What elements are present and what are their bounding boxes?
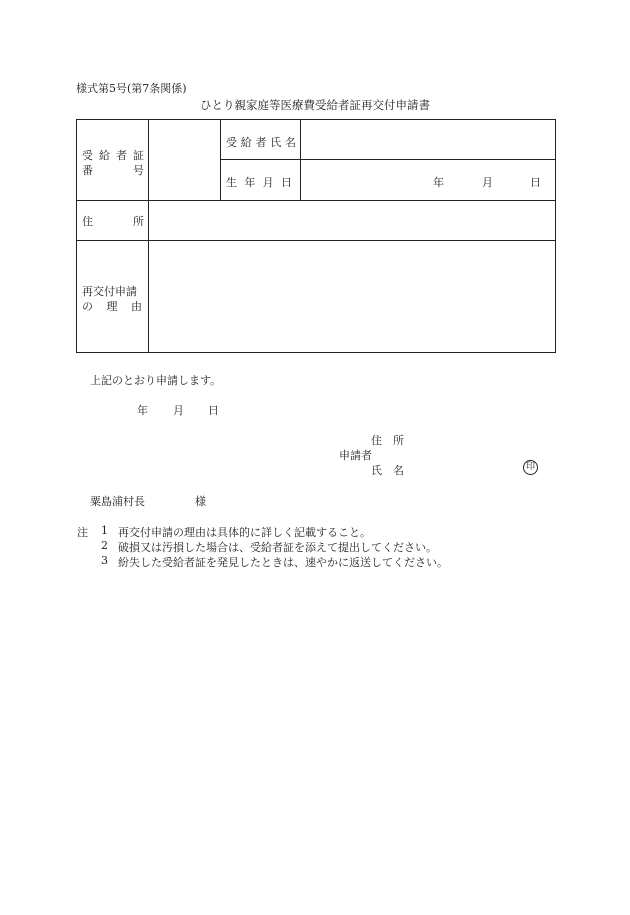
note-number: 3 [101,554,108,567]
label-char: 証 [133,149,144,162]
label-char: 給 [240,136,252,149]
note-text: 紛失した受給者証を発見したときは、速やかに返送してください。 [118,556,448,569]
applicant-label: 申請者 [339,449,372,462]
address-label [82,213,144,229]
row-divider-name-birth [220,159,556,160]
label-char: 年 [244,176,256,189]
note-text: 再交付申請の理由は具体的に詳しく記載すること。 [118,526,371,539]
label-char: 月 [262,176,274,189]
birth-month-suffix: 月 [482,176,493,189]
label-char: 者 [255,136,267,149]
reason-label-line1: 再交付申請 [82,285,137,298]
applicant-name-label: 氏 名 [371,464,404,477]
label-char: 受 [82,149,93,162]
recipient-name-value-cell[interactable] [304,122,552,157]
recipient-name-label [226,134,296,150]
name-label-divider [300,119,301,200]
addressee-honorific: 様 [195,495,206,508]
label-char: 給 [99,149,110,162]
birth-date-label [226,174,292,190]
label-char: 氏 [270,136,282,149]
note-number: 1 [101,524,108,537]
label-char: 名 [285,136,296,149]
note-text: 破損又は汚損した場合は、受給者証を添えて提出してください。 [118,541,437,554]
label-column-divider [148,119,149,353]
label-char: 住 [82,215,93,228]
cert-number-value-divider [220,119,221,200]
label-char: 理 [106,300,118,313]
date-year-suffix: 年 [137,404,148,417]
birth-year-suffix: 年 [433,176,444,189]
cert-number-label-line1 [82,147,144,163]
reason-value-cell[interactable] [152,243,552,349]
cert-number-label-line2 [82,162,144,178]
seal-mark: 印 [523,460,538,475]
date-day-suffix: 日 [208,404,219,417]
label-char: 号 [133,164,144,177]
label-char: 生 [226,176,237,189]
addressee-name: 粟島浦村長 [90,495,145,508]
note-number: 2 [101,539,108,552]
document-title: ひとり親家庭等医療費受給者証再交付申請書 [200,98,430,112]
cert-number-value-cell[interactable] [152,122,216,197]
form-number-label: 様式第5号(第7条関係) [76,82,187,95]
address-value-cell[interactable] [152,203,552,237]
label-char: 所 [133,215,144,228]
applicant-address-label: 住 所 [371,434,404,447]
label-char: 者 [116,149,127,162]
application-statement: 上記のとおり申請します。 [90,374,222,387]
notes-prefix: 注 [77,526,88,539]
birth-day-suffix: 日 [530,176,541,189]
reason-label-line2 [82,298,142,314]
label-char: 番 [82,164,93,177]
label-char: 由 [131,300,142,313]
label-char: の [82,300,93,313]
label-char: 日 [280,176,292,189]
label-char: 受 [226,136,237,149]
date-month-suffix: 月 [173,404,184,417]
